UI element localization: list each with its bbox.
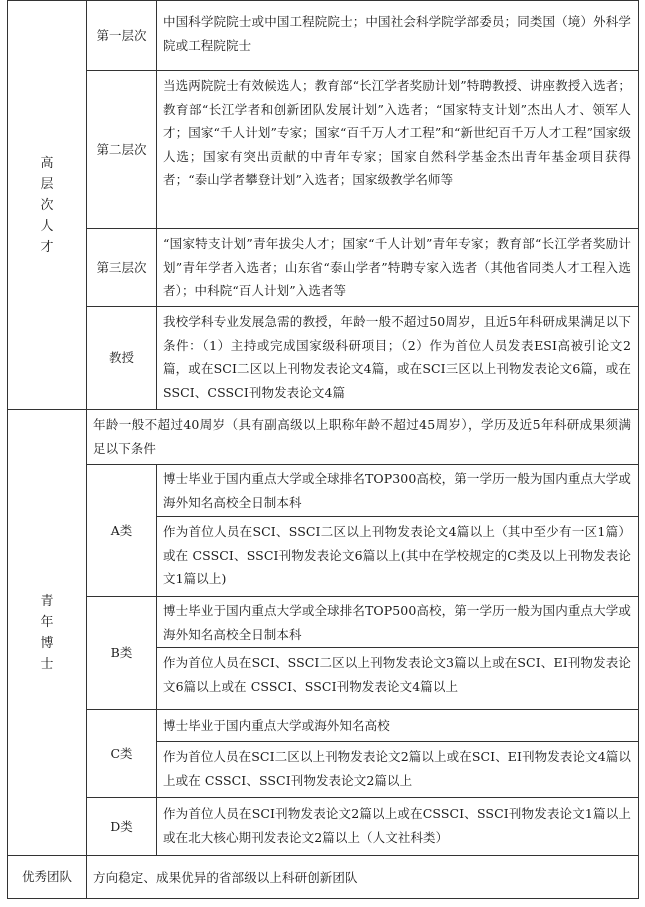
- tier-3-text: “国家特支计划”青年拔尖人才；国家“千人计划”青年专家；教育部“长江学者奖励计划”青年学者入选者；山东省“泰山学者”特聘专家入选者（其他省同类人才工程入选者）；中科院“百人计划”入选者等: [163, 236, 631, 298]
- category-char: 次: [40, 197, 54, 213]
- class-a-education: 博士毕业于国内重点大学或全球排名TOP300高校，第一学历一般为国内重点大学或海外知名高校全日制本科: [163, 471, 631, 510]
- class-c-research: 作为首位人员在SCI二区以上刊物发表论文2篇以上或在SCI、EI刊物发表论文4篇以上或在 CSSCI、SSCI刊物发表论文2篇以上: [163, 749, 631, 788]
- tier-1-label: 第一层次: [96, 27, 147, 43]
- category-char: 青: [40, 593, 54, 609]
- tier-2-text: 当选两院院士有效候选人；教育部“长江学者奖励计划”特聘教授、讲座教授入选者；教育部“长江学者和创新团队发展计划”入选者；“国家特支计划”杰出人才、领军人才；国家“千人计划”专家；国家“百千万人才工程”和“新世纪百千万人才工程”国家级人选；国家有突出贡献的中青年专家；国家自然科学基金杰出青年基金项目获得者；“泰山学者攀登计划”入选者；国家级教学名师等: [163, 78, 631, 187]
- tier-2-label: 第二层次: [96, 141, 147, 157]
- team-label: 优秀团队: [21, 869, 72, 884]
- class-b-research: 作为首位人员在SCI、SSCI二区以上刊物发表论文3篇以上或在SCI、EI刊物发表论文6篇以上或在 CSSCI、SSCI刊物发表论文4篇以上: [163, 655, 631, 694]
- category-char: 人: [40, 218, 54, 234]
- tier-1-text: 中国科学院院士或中国工程院院士；中国社会科学院学部委员；同类国（境）外科学院或工程院院士: [163, 14, 631, 53]
- category-char: 年: [40, 614, 54, 630]
- class-b-education: 博士毕业于国内重点大学或全球排名TOP500高校，第一学历一般为国内重点大学或海外知名高校全日制本科: [163, 603, 631, 642]
- professor-label: 教授: [108, 350, 134, 365]
- category-char: 士: [40, 656, 54, 672]
- category-char: 博: [40, 635, 54, 651]
- young-phd-intro: 年龄一般不超过40周岁（具有副高级以上职称年龄不超过45周岁），学历及近5年科研成果须满足以下条件: [93, 417, 631, 456]
- professor-text: 我校学科专业发展急需的教授，年龄一般不超过50周岁，且近5年科研成果满足以下条件：（1）主持或完成国家级科研项目；（2）作为首位人员发表ESI高被引论文2篇，或在SCI二区以上刊物发表论文4篇，或在SCI三区以上刊物发表论文6篇，或在SSCI、CSSCI刊物发表论文4篇: [163, 314, 631, 400]
- tier-3-label: 第三层次: [96, 259, 147, 275]
- class-d-label: D类: [110, 818, 133, 834]
- class-b-label: B类: [110, 645, 133, 660]
- category-high-level-talent: [8, 1, 86, 409]
- class-c-label: C类: [110, 745, 133, 761]
- class-d-research: 作为首位人员在SCI刊物发表论文2篇以上或在CSSCI、SSCI刊物发表论文1篇以上或在北大核心期刊发表论文2篇以上（人文社科类）: [163, 806, 631, 845]
- team-text: 方向稳定、成果优异的省部级以上科研创新团队: [93, 870, 358, 885]
- category-char: 层: [40, 176, 54, 192]
- category-char: 才: [40, 239, 54, 255]
- category-char: 高: [40, 155, 54, 171]
- category-young-phd: [8, 410, 86, 855]
- class-a-label: A类: [110, 522, 133, 538]
- class-a-research: 作为首位人员在SCI、SSCI二区以上刊物发表论文4篇以上（其中至少有一区1篇）或在 CSSCI、SSCI刊物发表论文6篇以上(其中在学校规定的C类及以上刊物发表论文1篇以上): [163, 524, 631, 586]
- class-c-education: 博士毕业于国内重点大学或海外知名高校: [163, 718, 390, 733]
